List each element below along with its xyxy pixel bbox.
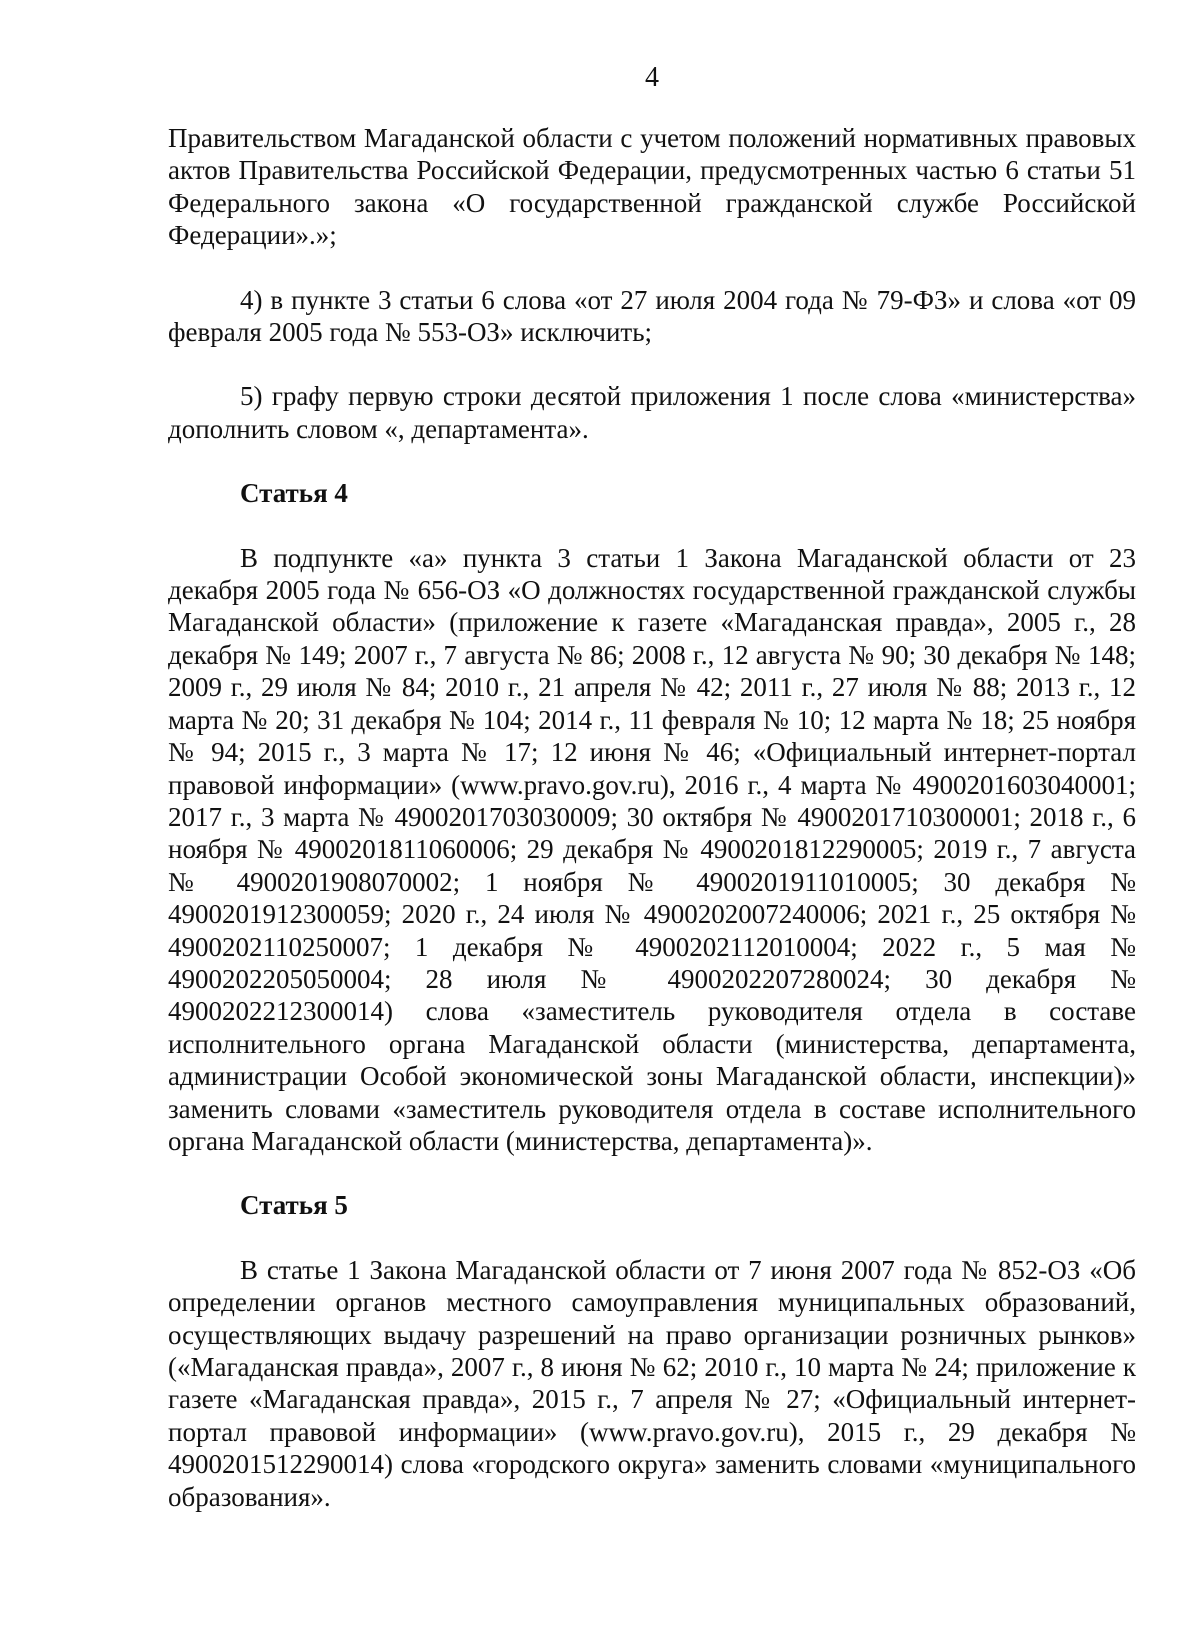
- article-4-text: В подпункте «а» пункта 3 статьи 1 Закона Магаданской области от 23 декабря 2005 года № 656-ОЗ «О должностях государственной гражданской службы Магаданской области» (приложение к газете «Магаданская правда», 2005 г., 28 декабря № 149; 2007 г., 7 августа № 86; 2008 г., 12 августа № 90; 30 декабря № 148; 2009 г., 29 июля № 84; 2010 г., 21 апреля № 42; 2011 г., 27 июля № 88; 2013 г., 12 марта № 20; 31 декабря № 104; 2014 г., 11 февраля № 10; 12 марта № 18; 25 ноября № 94; 2015 г., 3 марта № 17; 12 июня № 46; «Официальный интернет-портал правовой информации» (www.pravo.gov.ru), 2016 г., 4 марта № 4900201603040001; 2017 г., 3 марта № 4900201703030009; 30 октября № 4900201710300001; 2018 г., 6 ноября № 4900201811060006; 29 декабря № 4900201812290005; 2019 г., 7 августа № 4900201908070002; 1 ноября № 4900201911010005; 30 декабря № 4900201912300059; 2020 г., 24 июля № 4900202007240006; 2021 г., 25 октября № 4900202110250007; 1 декабря № 4900202112010004; 2022 г., 5 мая № 4900202205050004; 28 июля № 4900202207280024; 30 декабря № 4900202212300014) слова «заместитель руководителя отдела в составе исполнительного органа Магаданской области (министерства, департамента, администрации Особой экономической зоны Магаданской области, инспекции)» заменить словами «заместитель руководителя отдела в составе исполнительного органа Магаданской области (министерства, департамента)».: [168, 542, 1136, 1156]
- page-number: 4: [645, 62, 659, 93]
- paragraph-item-4: 4) в пункте 3 статьи 6 слова «от 27 июля 2004 года № 79-ФЗ» и слова «от 09 февраля 2005 года № 553-ОЗ» исключить;: [168, 284, 1136, 348]
- document-page: [168, 0, 1136, 1652]
- article-5-heading: Статья 5: [240, 1190, 348, 1221]
- article-5-text: В статье 1 Закона Магаданской области от 7 июня 2007 года № 852-ОЗ «Об определении органов местного самоуправления муниципальных образований, осуществляющих выдачу разрешений на право организации розничных рынков» («Магаданская правда», 2007 г., 8 июня № 62; 2010 г., 10 марта № 24; приложение к газете «Магаданская правда», 2015 г., 7 апреля № 27; «Официальный интернет-портал правовой информации» (www.pravo.gov.ru), 2015 г., 29 декабря № 4900201512290014) слова «городского округа» заменить словами «муниципального образования».: [168, 1254, 1136, 1512]
- paragraph-continuation: Правительством Магаданской области с учетом положений нормативных правовых актов Правительства Российской Федерации, предусмотренных частью 6 статьи 51 Федерального закона «О государственной гражданской службе Российской Федерации».»;: [168, 123, 1136, 251]
- paragraph-item-5: 5) графу первую строки десятой приложения 1 после слова «министерства» дополнить словом «, департамента».: [168, 381, 1136, 444]
- document-body: [168, 122, 1136, 1513]
- article-4-heading: Статья 4: [240, 478, 348, 509]
